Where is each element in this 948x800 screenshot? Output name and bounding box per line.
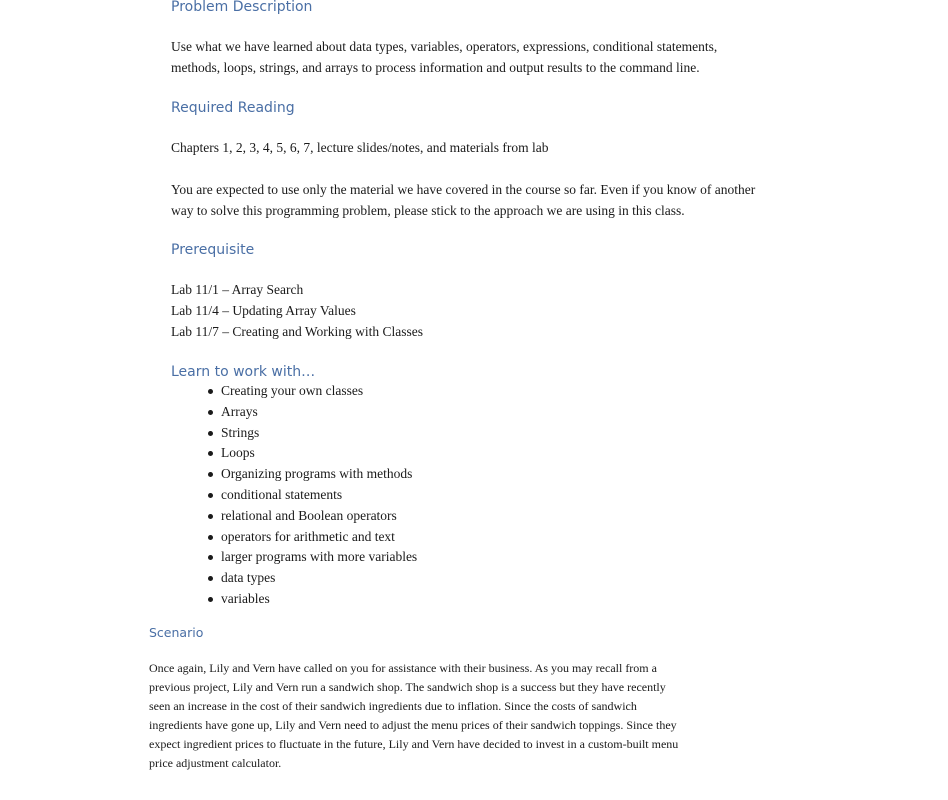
list-item: Arrays [205, 402, 417, 423]
required-reading-note [171, 179, 755, 221]
lab-item: Lab 11/7 – Creating and Working with Classes [171, 324, 424, 339]
text-line: You are expected to use only the material we have covered in the course so far. Even if you know of another [171, 182, 756, 197]
text-line: Use what we have learned about data types, variables, operators, expressions, conditional statements, [171, 39, 718, 54]
text-line: methods, loops, strings, and arrays to process information and output results to the command line. [171, 60, 700, 75]
list-item: relational and Boolean operators [205, 506, 417, 527]
text-line: expect ingredient prices to fluctuate in the future, Lily and Vern have decided to invest in a custom-built menu [149, 737, 679, 751]
problem-description-text [171, 36, 717, 78]
problem-description-heading: Problem Description [171, 0, 313, 15]
list-item: data types [205, 568, 417, 589]
scenario-heading: Scenario [149, 625, 204, 640]
list-item: Organizing programs with methods [205, 464, 417, 485]
lab-item: Lab 11/1 – Array Search [171, 282, 304, 297]
bullet-icon [208, 555, 213, 560]
learn-topics-list [205, 381, 417, 610]
list-item: larger programs with more variables [205, 547, 417, 568]
text-line: way to solve this programming problem, please stick to the approach we are using in this class. [171, 203, 685, 218]
list-item: conditional statements [205, 485, 417, 506]
scenario-text [149, 659, 678, 773]
text-line: price adjustment calculator. [149, 756, 282, 770]
text-line: Once again, Lily and Vern have called on you for assistance with their business. As you may recall from a [149, 661, 657, 675]
list-item: Loops [205, 443, 417, 464]
list-item: variables [205, 589, 417, 610]
bullet-icon [208, 493, 213, 498]
bullet-icon [208, 431, 213, 436]
bullet-icon [208, 576, 213, 581]
bullet-icon [208, 389, 213, 394]
required-reading-heading: Required Reading [171, 100, 295, 116]
lab-item: Lab 11/4 – Updating Array Values [171, 303, 356, 318]
learn-to-work-with-heading: Learn to work with… [171, 364, 316, 380]
bullet-icon [208, 451, 213, 456]
bullet-icon [208, 597, 213, 602]
list-item: Strings [205, 423, 417, 444]
bullet-icon [208, 514, 213, 519]
bullet-icon [208, 410, 213, 415]
list-item: Creating your own classes [205, 381, 417, 402]
text-line: previous project, Lily and Vern run a sandwich shop. The sandwich shop is a success but they have recently [149, 680, 666, 694]
bullet-icon [208, 472, 213, 477]
text-line: ingredients have gone up, Lily and Vern need to adjust the menu prices of their sandwich toppings. Since they [149, 718, 677, 732]
text-line: seen an increase in the cost of their sandwich ingredients due to inflation. Since the costs of sandwich [149, 699, 637, 713]
list-item: operators for arithmetic and text [205, 527, 417, 548]
prerequisite-lab-list [171, 279, 423, 342]
bullet-icon [208, 535, 213, 540]
prerequisite-heading: Prerequisite [171, 242, 255, 258]
required-reading-chapters: Chapters 1, 2, 3, 4, 5, 6, 7, lecture slides/notes, and materials from lab [171, 140, 549, 155]
